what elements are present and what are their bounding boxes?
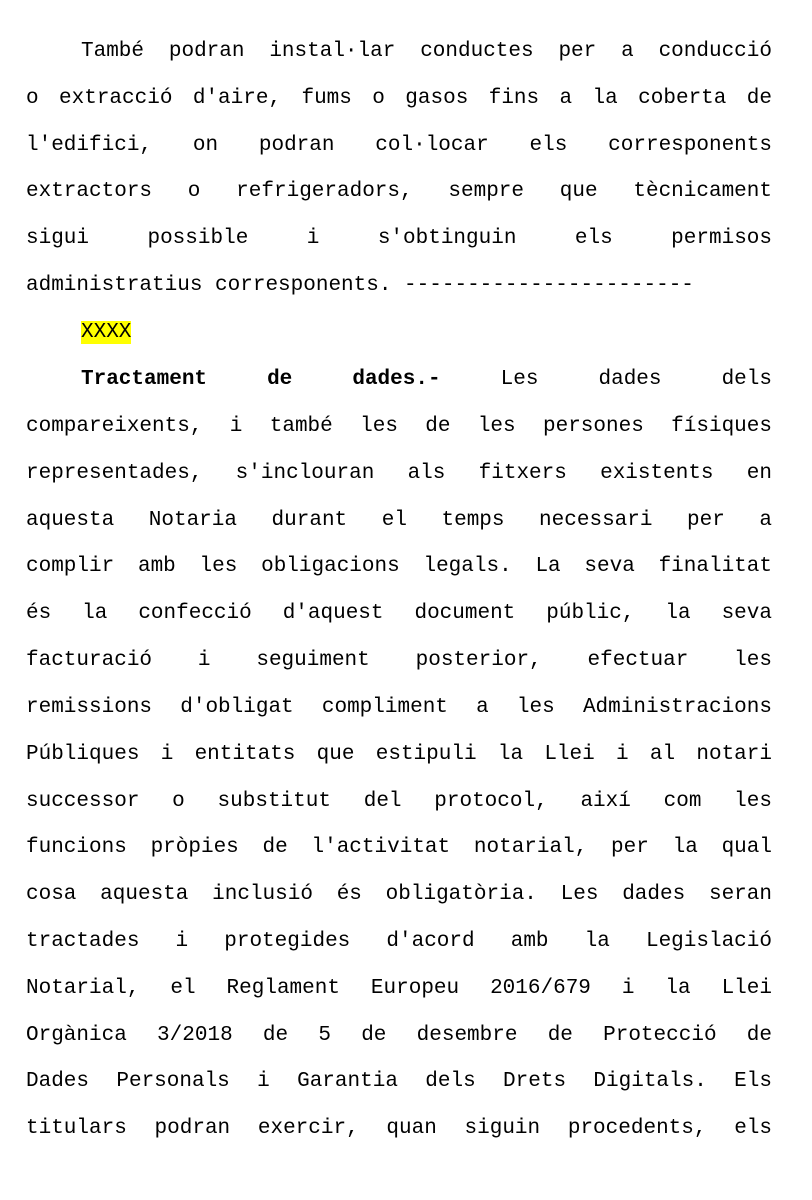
paragraph-1-line-3: l'edifici, on podran col·locar els corresponents (26, 134, 772, 157)
paragraph-2-line-3: representades, s'inclouran als fitxers existents en (26, 462, 772, 485)
paragraph-2-line-10: successor o substitut del protocol, així com les (26, 790, 772, 813)
paragraph-2-line-13: tractades i protegides d'acord amb la Legislació (26, 930, 772, 953)
paragraph-2-line-9: Públiques i entitats que estipuli la Llei i al notari (26, 743, 772, 766)
paragraph-2-line-5: complir amb les obligacions legals. La seva finalitat (26, 555, 772, 578)
paragraph-2-line-7: facturació i seguiment posterior, efectuar les (26, 649, 772, 672)
paragraph-2-line-16: Dades Personals i Garantia dels Drets Digitals. Els (26, 1070, 772, 1093)
paragraph-1-line-2: o extracció d'aire, fums o gasos fins a la coberta de (26, 87, 772, 110)
placeholder-marker-line (81, 319, 772, 347)
paragraph-2-line-6: és la confecció d'aquest document públic, la seva (26, 602, 772, 625)
heading-line-rest: Les dades dels (500, 368, 772, 391)
paragraph-2-line-8: remissions d'obligat compliment a les Administracions (26, 696, 772, 719)
paragraph-2-line-12: cosa aquesta inclusió és obligatòria. Les dades seran (26, 883, 772, 906)
paragraph-2-line-14: Notarial, el Reglament Europeu 2016/679 i la Llei (26, 977, 772, 1000)
paragraph-2-line-1 (81, 366, 772, 394)
paragraph-1-line-1: També podran instal·lar conductes per a conducció (81, 40, 772, 63)
highlighted-placeholder: XXXX (81, 321, 132, 344)
paragraph-2-line-11: funcions pròpies de l'activitat notarial, per la qual (26, 836, 772, 859)
paragraph-2-line-15: Orgànica 3/2018 de 5 de desembre de Protecció de (26, 1024, 772, 1047)
paragraph-2-line-17: titulars podran exercir, quan siguin procedents, els (26, 1117, 772, 1140)
section-heading: Tractament de dades.- (81, 368, 441, 391)
paragraph-2-line-4: aquesta Notaria durant el temps necessari per a (26, 509, 772, 532)
paragraph-1-line-4: extractors o refrigeradors, sempre que tècnicament (26, 180, 772, 203)
paragraph-1-line-6: administratius corresponents. ----------------------- (26, 274, 694, 297)
paragraph-2-line-2: compareixents, i també les de les persones físiques (26, 415, 772, 438)
paragraph-1-line-5: sigui possible i s'obtinguin els permisos (26, 227, 772, 250)
